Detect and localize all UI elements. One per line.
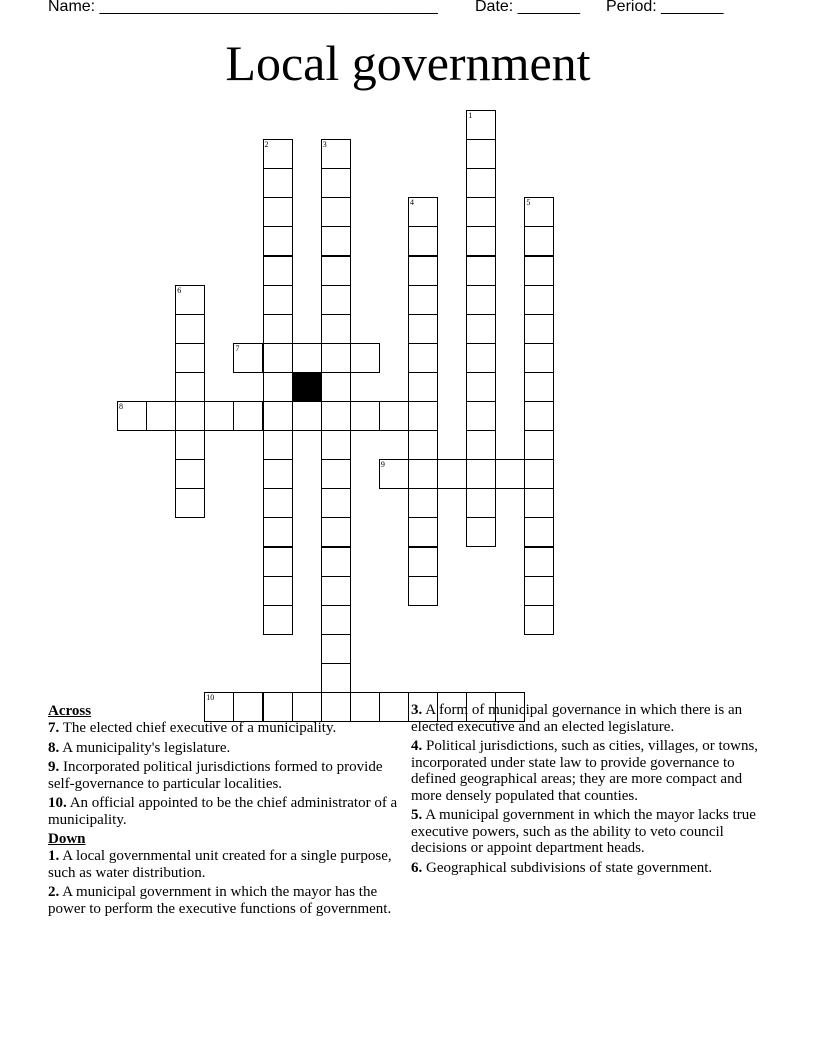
- black-cell: [292, 372, 322, 402]
- clue-item: [48, 795, 410, 828]
- clues-column-right: [411, 702, 776, 879]
- grid-cell[interactable]: [263, 430, 293, 460]
- grid-cell[interactable]: [321, 139, 351, 169]
- grid-cell[interactable]: [408, 547, 438, 577]
- clue-item: [48, 759, 410, 792]
- grid-cell[interactable]: [524, 401, 554, 431]
- grid-cell[interactable]: [175, 430, 205, 460]
- across-clue-list: [48, 720, 410, 828]
- grid-cell[interactable]: [233, 343, 263, 373]
- down-clue-list-continued: [411, 702, 776, 876]
- grid-cell[interactable]: [466, 110, 496, 140]
- down-clue-list: [48, 848, 410, 917]
- clue-item-text: Geographical subdivisions of state government.: [426, 859, 713, 876]
- grid-cell[interactable]: [321, 256, 351, 286]
- clue-item-text: A municipality's legislature.: [62, 739, 231, 756]
- grid-cell[interactable]: [524, 605, 554, 635]
- clue-number: 9: [380, 460, 385, 470]
- grid-cell[interactable]: [379, 401, 409, 431]
- grid-cell[interactable]: [263, 343, 293, 373]
- grid-cell[interactable]: [175, 343, 205, 373]
- clue-number: 10: [206, 693, 215, 702]
- grid-cell[interactable]: [321, 459, 351, 489]
- clue-number: 8: [119, 402, 123, 411]
- grid-cell[interactable]: [263, 459, 293, 489]
- grid-cell[interactable]: [408, 226, 438, 256]
- grid-cell[interactable]: [263, 488, 293, 518]
- down-heading: Down: [48, 831, 86, 847]
- clue-item: [411, 702, 776, 735]
- grid-cell[interactable]: [292, 343, 322, 373]
- grid-cell[interactable]: [466, 430, 496, 460]
- clue-item-text: A form of municipal governance in which there is an elected executive and an elected legislature.: [411, 702, 743, 735]
- grid-cell[interactable]: [408, 343, 438, 373]
- date-field[interactable]: Date: _______: [475, 0, 580, 15]
- clue-item-text: The elected chief executive of a municipality.: [62, 720, 337, 736]
- clue-item-number: 9.: [48, 759, 60, 775]
- grid-cell[interactable]: [233, 401, 263, 431]
- grid-cell[interactable]: [117, 401, 147, 431]
- across-heading: Across: [48, 703, 92, 719]
- clue-item: [48, 740, 410, 757]
- grid-cell[interactable]: [408, 430, 438, 460]
- clue-item-number: 4.: [411, 738, 423, 754]
- grid-cell[interactable]: [350, 343, 380, 373]
- grid-cell[interactable]: [466, 226, 496, 256]
- clue-number: 6: [177, 285, 182, 295]
- grid-cell[interactable]: [321, 343, 351, 373]
- grid-cell[interactable]: [321, 605, 351, 635]
- grid-cell[interactable]: [321, 488, 351, 518]
- grid-cell[interactable]: [146, 401, 176, 431]
- grid-cell[interactable]: [524, 226, 554, 256]
- grid-cell[interactable]: [321, 663, 351, 693]
- clue-item: [411, 738, 776, 804]
- grid-cell[interactable]: [263, 226, 293, 256]
- grid-cell[interactable]: [175, 285, 205, 315]
- grid-cell[interactable]: [466, 139, 496, 169]
- grid-cell[interactable]: [321, 168, 351, 198]
- grid-cell[interactable]: [524, 547, 554, 577]
- clue-item-number: 7.: [48, 720, 60, 736]
- clue-item: [411, 807, 776, 857]
- clue-item: [48, 848, 410, 881]
- grid-cell[interactable]: [263, 168, 293, 198]
- grid-cell[interactable]: [204, 401, 234, 431]
- grid-cell[interactable]: [466, 197, 496, 227]
- grid-cell[interactable]: [263, 517, 293, 547]
- grid-cell[interactable]: [321, 226, 351, 256]
- clue-item-number: 3.: [411, 702, 423, 718]
- clue-number: 2: [264, 140, 269, 150]
- grid-cell[interactable]: [408, 256, 438, 286]
- name-field[interactable]: Name: ______________________________________: [48, 0, 438, 15]
- grid-cell[interactable]: [524, 314, 554, 344]
- grid-cell[interactable]: [524, 285, 554, 315]
- grid-cell[interactable]: [466, 314, 496, 344]
- grid-cell[interactable]: [263, 285, 293, 315]
- grid-cell[interactable]: [321, 547, 351, 577]
- grid-cell[interactable]: [175, 459, 205, 489]
- grid-cell[interactable]: [175, 401, 205, 431]
- grid-cell[interactable]: [524, 343, 554, 373]
- grid-cell[interactable]: [408, 576, 438, 606]
- grid-cell[interactable]: [524, 372, 554, 402]
- grid-cell[interactable]: [321, 314, 351, 344]
- grid-cell[interactable]: [175, 372, 205, 402]
- grid-cell[interactable]: [466, 168, 496, 198]
- clue-item-number: 10.: [48, 795, 67, 811]
- grid-cell[interactable]: [292, 401, 322, 431]
- grid-cell[interactable]: [466, 343, 496, 373]
- clue-item-number: 8.: [48, 739, 60, 756]
- clue-item-number: 1.: [48, 848, 60, 864]
- clue-item-number: 5.: [411, 807, 423, 823]
- clue-number: 3: [322, 140, 327, 150]
- grid-cell[interactable]: [524, 430, 554, 460]
- grid-cell[interactable]: [466, 256, 496, 286]
- grid-cell[interactable]: [263, 547, 293, 577]
- grid-cell[interactable]: [263, 197, 293, 227]
- grid-cell[interactable]: [524, 517, 554, 547]
- grid-cell[interactable]: [408, 459, 438, 489]
- clue-item: [48, 720, 410, 737]
- grid-cell[interactable]: [408, 517, 438, 547]
- grid-cell[interactable]: [175, 488, 205, 518]
- grid-cell[interactable]: [495, 459, 525, 489]
- grid-cell[interactable]: [321, 430, 351, 460]
- clue-item-text: Political jurisdictions, such as cities, villages, or towns, incorporated under state law to provide governance to defined geographical areas; they are more compact and more densely populated that counties.: [411, 738, 759, 804]
- clue-item-text: A municipal government in which the mayor has the power to perform the executive functions of government.: [48, 884, 392, 917]
- grid-cell[interactable]: [524, 256, 554, 286]
- grid-cell[interactable]: [263, 256, 293, 286]
- grid-cell[interactable]: [466, 285, 496, 315]
- grid-cell[interactable]: [466, 372, 496, 402]
- grid-cell[interactable]: [408, 401, 438, 431]
- clue-item-text: Incorporated political jurisdictions formed to provide self-governance to particular localities.: [48, 759, 383, 792]
- clues-column-left: [48, 702, 410, 920]
- period-field[interactable]: Period: _______: [606, 0, 724, 15]
- grid-cell[interactable]: [263, 372, 293, 402]
- grid-cell[interactable]: [408, 488, 438, 518]
- grid-cell[interactable]: [408, 372, 438, 402]
- grid-cell[interactable]: [408, 285, 438, 315]
- clue-item-text: A municipal government in which the mayor lacks true executive powers, such as the ability to veto council decisions or appoint department heads.: [411, 807, 756, 856]
- grid-cell[interactable]: [263, 139, 293, 169]
- grid-cell[interactable]: [379, 459, 409, 489]
- grid-cell[interactable]: [321, 372, 351, 402]
- grid-cell[interactable]: [263, 314, 293, 344]
- grid-cell[interactable]: [263, 401, 293, 431]
- grid-cell[interactable]: [263, 576, 293, 606]
- grid-cell[interactable]: [524, 488, 554, 518]
- grid-cell[interactable]: [350, 401, 380, 431]
- page-title: Local government: [225, 35, 591, 91]
- grid-cell[interactable]: [524, 576, 554, 606]
- grid-cell[interactable]: [321, 401, 351, 431]
- grid-cell[interactable]: [466, 488, 496, 518]
- grid-cell[interactable]: [408, 314, 438, 344]
- grid-cell[interactable]: [321, 634, 351, 664]
- clue-item-text: A local governmental unit created for a single purpose, such as water distribution.: [48, 848, 392, 881]
- grid-cell[interactable]: [466, 401, 496, 431]
- grid-cell[interactable]: [321, 576, 351, 606]
- clue-item-number: 2.: [48, 884, 60, 900]
- grid-cell[interactable]: [321, 197, 351, 227]
- clue-number: 5: [526, 198, 531, 208]
- clue-item-text: An official appointed to be the chief administrator of a municipality.: [48, 795, 398, 828]
- grid-cell[interactable]: [524, 459, 554, 489]
- clue-number: 1: [468, 111, 473, 120]
- clue-item-number: 6.: [411, 859, 423, 876]
- grid-cell[interactable]: [524, 197, 554, 227]
- clue-number: 7: [235, 343, 240, 353]
- clue-number: 4: [410, 198, 414, 208]
- grid-cell[interactable]: [437, 459, 467, 489]
- grid-cell[interactable]: [466, 459, 496, 489]
- grid-cell[interactable]: [263, 605, 293, 635]
- grid-cell[interactable]: [321, 285, 351, 315]
- grid-cell[interactable]: [175, 314, 205, 344]
- clue-item: [411, 860, 776, 877]
- clue-item: [48, 884, 410, 917]
- grid-cell[interactable]: [321, 517, 351, 547]
- grid-cell[interactable]: [408, 197, 438, 227]
- grid-cell[interactable]: [466, 517, 496, 547]
